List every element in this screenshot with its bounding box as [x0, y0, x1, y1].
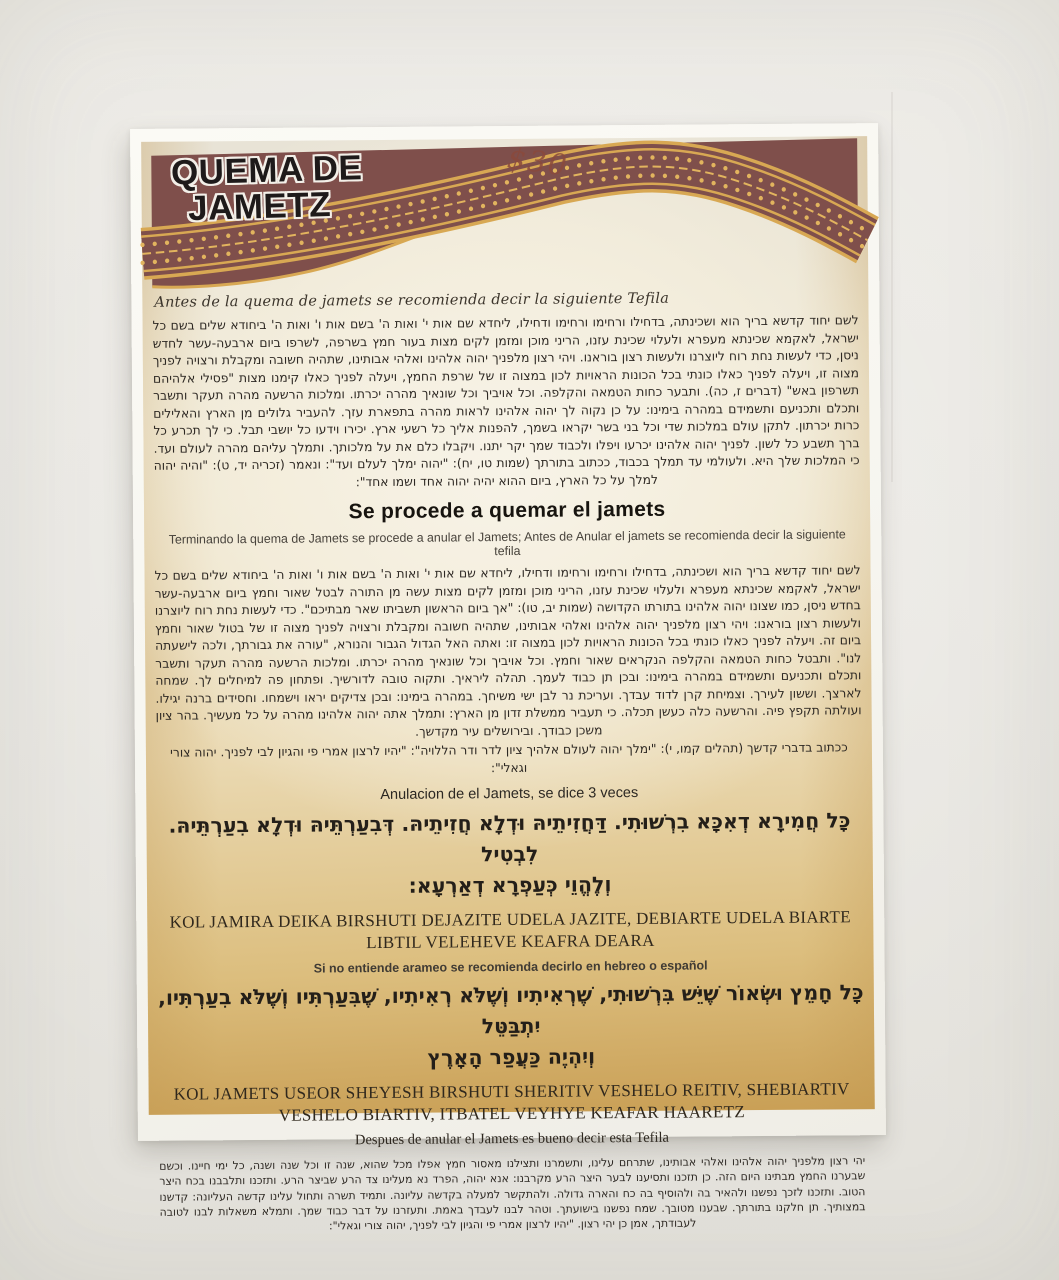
hebrew-tefila-anulacion: לשם יחוד קדשא בריך הוא ושכינתה, בדחילו ורחימו ורחימו ודחילו, ליחדא שם אות י' ואות ה' בשם אות ו' ואות ה' ביחודא שלים בשם כל ישראל, לאקמא שכינתא מעפרא ולעלוי שכינת עזנו, הריני מוכן ומזמן לקים מצות עשה מן התורה לבטל שאור וחמץ ביום ארבעה-עשר בחדש ניסן, כמו שצונו יהוה אלהינו בתורתו הקדושה (שמות יב, טו): "אך ביום הראשון תשביתו שאר מבתיכם". כדי לעשות נחת רוח ליוצרנו ולעשות רצון בוראנו: ויהי רצון מלפניך יהוה אלהינו ואלהי אבותינו, שתהיה חשובה ומקבלת ורצויה לפניך מצוה זו של בטול שאור וחמץ ביום זה. ויעלה לפניך כאלו כונתי בכל הכונות הראויות לכון במצוה זו: ואתה האל הגדול הגבור והנורא, "עורה את גבורתך, ולכה לישעתה לנו". ותבטל כחות הטמאה והקלפה הנקראים שאור וחמץ. וכל אויביך וכל שונאיך מהרה יכרתו. ומלכות הרשעה מהרה תעקר ותשבר ותכלם ותכניעם ותשמידם במהרה בימינו: ובכן תן כבוד לעמך. תהלה ליראיך. ותקוה טובה לדורשיך. ופתחון פה למיחלים לך. שמחה לארצך. וששון לעירך. וצמיחת קרן לדוד עבדך. ועריכת נר לבן ישי משיחך. במהרה בימינו: ובכן צדיקים יראו וישמחו. וחסידים ברנה יגילו. ועולתה תקפץ פיה. והרשעה כלה כעשן תכלה. כי תעביר ממשלת זדון מן הארץ: ותמלך אתה יהוה אלהינו מהרה על כל מעשיך. בהר ציון משכן כבודך. ובירושלים עיר מקדשך.: [154, 563, 862, 739]
transliteration-hebrew-line2: VESHELO BIARTIV, ITBATEL VEYHYE KEAFAR HAARETZ: [278, 1101, 746, 1125]
heading-anulacion: Anulacion de el Jamets, se dice 3 veces: [380, 784, 639, 804]
note-despues: Despues de anular el Jamets es bueno decir esta Tefila: [354, 1129, 670, 1149]
document-content: [151, 136, 866, 1235]
paper-surface: [141, 136, 875, 1233]
banner-title-line1: QUEMA DE: [170, 148, 363, 193]
hebrew-formula: [158, 977, 865, 1076]
transliteration-hebrew: [162, 1078, 862, 1126]
hebrew-formula-line1: כָּל חָמֵץ וּשְׂאוֹר שֶׁיֵּשׁ בִּרְשׁוּתִי, שֶׁרְאִיתִיו וְשֶׁלֹּא רְאִיתִיו, שֶׁבִּעַרְתִּיו וְשֶׁלֹּא בִעַרְתִּיו, יִתְבַּטֵּל: [158, 980, 864, 1039]
note-idioma: Si no entiende arameo se recomienda decirlo en hebreo o español: [313, 958, 708, 976]
document-page: [130, 123, 886, 1233]
banner-title-line2: JAMETZ: [187, 185, 332, 229]
note-terminando: Terminando la quema de Jamets se procede a anular el Jamets; Antes de Anular el jamets se recomienda decir la siguiente tefila: [168, 527, 846, 559]
transliteration-aramaic-line2: LIBTIL VELEHEVE KEAFRA DEARA: [366, 930, 655, 952]
aramaic-formula: [156, 805, 863, 904]
hebrew-tefila-anulacion-cierre: ככתוב בדברי קדשך (תהלים קמו, י): "ימלך יהוה לעולם אלהיך ציון לדר ודר הללויה": "יהיו לרצון אמרי פי והגיון לבי לפניך. יהוה צורי וגאלי":: [170, 740, 848, 775]
transliteration-aramaic-line1: KOL JAMIRA DEIKA BIRSHUTI DEJAZITE UDELA JAZITE, DEBIARTE UDELA BIARTE: [169, 907, 851, 932]
heading-se-procede: Se procede a quemar el jamets: [348, 497, 666, 524]
hebrew-tefila-final: יהי רצון מלפניך יהוה אלהינו ואלהי אבותינו, שתרחם עלינו, ותשמרנו ותצילנו מאסור חמץ אפלו מכל שהוא, שנה זו וכל שנה ושנה, כל ימי חיינו. וכשם שבערנו החמץ מבתינו היום הזה. כן תזכנו ותסיענו לבער היצר הרע מקרבנו: אנא יהוה, הפרד נא מעלינו צד הרע שביצר הרע. ותזכנו ותלבבנו בכח היצר הטוב. ותזכנו לזכך נפשנו ולהאיר בה ולהוסיף בה כח והארה גדולה. ולהתקשר למעלה בקדשה עליונה. ותמיד תשרה ותחול עלינו קדשה העליונה: קדשנו במצותיך. תן חלקנו בתורתך. שבענו מטובך. שמח נפשנו בישועתך. וטהר לבנו לעבדך באמת. ותעזרנו על דבר כבוד שמך. ותמלא משאלות לבנו לטובה לעבודתך, אמן כן יהי רצון. "יהיו לרצון אמרי פי והגיון לבי לפניך, יהוה צורי וגאלי":: [159, 1154, 866, 1233]
aramaic-formula-line2: וְלֶהֱוֵי כְּעַפְרָא דְאַרְעָא:: [408, 872, 612, 898]
transliteration-aramaic: [160, 906, 860, 954]
hebrew-formula-line2: וְיִהְיֶה כַּעֲפַר הָאָרֶץ: [427, 1044, 596, 1070]
banner: [151, 136, 858, 292]
transliteration-hebrew-line1: KOL JAMETS USEOR SHEYESH BIRSHUTI SHERITIV VESHELO REITIV, SHEBIARTIV: [173, 1079, 850, 1104]
intro-note: Antes de la quema de jamets se recomienda decir la siguiente Tefila: [154, 290, 670, 311]
banner-title: [171, 150, 364, 228]
wall-seam: [891, 92, 893, 482]
handwritten-price: $30: [505, 140, 571, 183]
hebrew-tefila-quema: לשם יחוד קדשא בריך הוא ושכינתה, בדחילו ורחימו ורחימו ודחילו, ליחדא שם אות י' ואות ה' בשם אות ו' ואות ה' ביחודא שלים בשם כל ישראל, לאקמא שכינתא מעפרא ולעלוי שכינת עזנו, הריני מוכן ומזמן לקים מצות בעור חמץ בשרפה, לשרפו ביום ארבעה-עשר לחדש ניסן, כדי לעשות נחת רוח ליוצרנו ולעשות רצון בוראנו. ויהי רצון מלפניך יהוה אלהינו ואלהי אבותינו, שתהיה חשובה ומקבלת ורצויה לפניך מצוה זו, ויעלה לפניך כאלו כונתי בכל הכונות הראויות לכון במצוה זו של שרפת החמץ, ויעלה לפניך כאלו קימנו מצות "פסילי אלהיהם תשרפון באש" (דברים ז, כה). ותבער כחות הטמאה והקלפה. וכל אויביך וכל שונאיך מהרה יכרתו. ומלכות הרשעה מהרה תעקר ותשבר ותכלם ותכניעם ותשמידם במהרה בימינו: על כן נקוה לך יהוה אלהינו לראות מהרה בתפארת עזך. להעביר גלולים מן הארץ והאלילים כרות יכרתון. לתקן עולם במלכות שדי וכל בני בשר יקראו בשמך, להפנות אליך כל רשעי ארץ. יכירו וידעו כל יושבי תבל. כי לך תכרע כל ברך תשבע כל לשון. לפניך יהוה אלהינו יכרעו ויפלו ולכבוד שמך יקר יתנו. ויקבלו כלם את על מלכותך. ותמלך עליהם מהרה לעולם ועד. כי המלכות שלך היא. ולעולמי עד תמלך בכבוד, ככתוב בתורתך (שמות טו, יח): "יהוה ימלך לעלם ועד": ונאמר (זכריה יד, ט): "והיה יהוה למלך על כל הארץ, ביום ההוא יהיה יהוה אחד ושמו אחד":: [152, 313, 860, 489]
aramaic-formula-line1: כָּל חֲמִירָא דְאִכָּא בִרְשׁוּתִי. דַּחֲזִיתֵיהּ וּדְלָא חֲזִיתֵיהּ. דְּבִעַרְתֵּיהּ וּדְלָא בִעַרְתֵּיהּ. לִבְטִיל: [168, 808, 851, 867]
